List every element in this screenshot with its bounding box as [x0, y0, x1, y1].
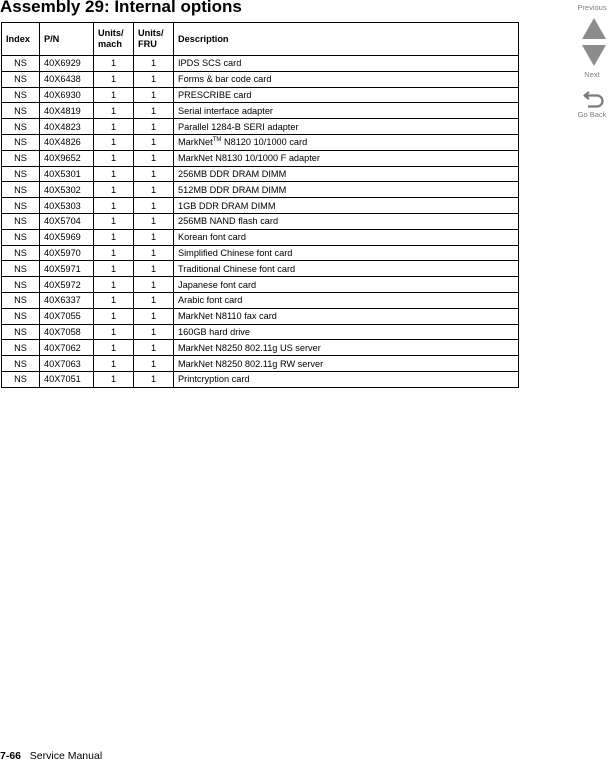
cell-description: 1GB DDR DRAM DIMM	[174, 198, 519, 214]
next-arrow-icon[interactable]	[582, 45, 606, 66]
table-row	[2, 213, 519, 229]
cell-pn: 40X5970	[40, 245, 94, 261]
table-row	[2, 340, 519, 356]
cell-description: MarkNet N8130 10/1000 F adapter	[174, 150, 519, 166]
cell-units-fru: 1	[134, 166, 174, 182]
table-row	[2, 308, 519, 324]
page-footer	[0, 750, 102, 762]
table-row	[2, 229, 519, 245]
cell-units-fru: 1	[134, 277, 174, 293]
cell-description: MarkNet N8250 802.11g RW server	[174, 356, 519, 372]
cell-pn: 40X9652	[40, 150, 94, 166]
cell-description: Printcryption card	[174, 371, 519, 387]
cell-units-mach: 1	[94, 166, 134, 182]
next-label: Next	[584, 70, 600, 79]
cell-units-mach: 1	[94, 229, 134, 245]
cell-description: Traditional Chinese font card	[174, 261, 519, 277]
cell-description: Forms & bar code card	[174, 71, 519, 87]
cell-pn: 40X6929	[40, 56, 94, 72]
cell-units-mach: 1	[94, 340, 134, 356]
cell-index: NS	[2, 56, 40, 72]
cell-pn: 40X7062	[40, 340, 94, 356]
cell-units-fru: 1	[134, 324, 174, 340]
table-row	[2, 198, 519, 214]
previous-label: Previous	[577, 3, 607, 12]
table-row	[2, 324, 519, 340]
table-row	[2, 356, 519, 372]
table-row	[2, 103, 519, 119]
cell-units-fru: 1	[134, 308, 174, 324]
page-title: Assembly 29: Internal options	[0, 0, 242, 16]
cell-description: MarkNet N8110 fax card	[174, 308, 519, 324]
cell-pn: 40X5971	[40, 261, 94, 277]
description-text: N8120 10/1000 card	[221, 137, 308, 148]
cell-description: Japanese font card	[174, 277, 519, 293]
cell-index: NS	[2, 324, 40, 340]
cell-index: NS	[2, 261, 40, 277]
cell-units-fru: 1	[134, 56, 174, 72]
cell-units-mach: 1	[94, 277, 134, 293]
cell-pn: 40X5301	[40, 166, 94, 182]
cell-units-mach: 1	[94, 198, 134, 214]
go-back-icon[interactable]	[583, 89, 606, 109]
cell-description: Korean font card	[174, 229, 519, 245]
cell-description: Parallel 1284-B SERI adapter	[174, 119, 519, 135]
cell-units-fru: 1	[134, 261, 174, 277]
cell-units-fru: 1	[134, 134, 174, 150]
previous-arrow-icon[interactable]	[582, 18, 606, 39]
cell-units-fru: 1	[134, 371, 174, 387]
cell-units-fru: 1	[134, 103, 174, 119]
table-row	[2, 277, 519, 293]
cell-pn: 40X4823	[40, 119, 94, 135]
cell-description: Simplified Chinese font card	[174, 245, 519, 261]
trademark-mark: TM	[212, 137, 222, 144]
parts-table	[1, 22, 519, 388]
cell-units-mach: 1	[94, 324, 134, 340]
cell-index: NS	[2, 134, 40, 150]
cell-pn: 40X6337	[40, 292, 94, 308]
cell-description: 512MB DDR DRAM DIMM	[174, 182, 519, 198]
cell-index: NS	[2, 340, 40, 356]
cell-description	[174, 134, 519, 150]
cell-units-mach: 1	[94, 103, 134, 119]
cell-index: NS	[2, 292, 40, 308]
cell-index: NS	[2, 229, 40, 245]
cell-units-fru: 1	[134, 213, 174, 229]
cell-units-mach: 1	[94, 56, 134, 72]
cell-units-mach: 1	[94, 213, 134, 229]
cell-description: PRESCRIBE card	[174, 87, 519, 103]
cell-index: NS	[2, 103, 40, 119]
cell-description: 256MB DDR DRAM DIMM	[174, 166, 519, 182]
cell-units-fru: 1	[134, 356, 174, 372]
cell-units-mach: 1	[94, 371, 134, 387]
cell-pn: 40X4826	[40, 134, 94, 150]
header-pn: P/N	[40, 23, 94, 56]
cell-units-mach: 1	[94, 150, 134, 166]
cell-units-mach: 1	[94, 261, 134, 277]
cell-units-fru: 1	[134, 87, 174, 103]
table-row	[2, 371, 519, 387]
cell-units-mach: 1	[94, 134, 134, 150]
cell-units-mach: 1	[94, 182, 134, 198]
cell-index: NS	[2, 356, 40, 372]
cell-units-fru: 1	[134, 292, 174, 308]
cell-index: NS	[2, 71, 40, 87]
table-row	[2, 56, 519, 72]
cell-pn: 40X7051	[40, 371, 94, 387]
page-number: 7-66	[0, 750, 22, 762]
header-units-fru: Units/ FRU	[134, 23, 174, 56]
cell-description: IPDS SCS card	[174, 56, 519, 72]
cell-units-mach: 1	[94, 71, 134, 87]
table-row	[2, 261, 519, 277]
cell-index: NS	[2, 198, 40, 214]
cell-index: NS	[2, 119, 40, 135]
cell-index: NS	[2, 182, 40, 198]
cell-index: NS	[2, 213, 40, 229]
cell-index: NS	[2, 308, 40, 324]
cell-pn: 40X7058	[40, 324, 94, 340]
cell-units-mach: 1	[94, 87, 134, 103]
cell-pn: 40X5972	[40, 277, 94, 293]
cell-units-fru: 1	[134, 150, 174, 166]
table-row	[2, 292, 519, 308]
cell-pn: 40X7063	[40, 356, 94, 372]
cell-description: 160GB hard drive	[174, 324, 519, 340]
table-row	[2, 87, 519, 103]
cell-description: Serial interface adapter	[174, 103, 519, 119]
cell-units-mach: 1	[94, 119, 134, 135]
cell-pn: 40X5302	[40, 182, 94, 198]
table-row	[2, 166, 519, 182]
cell-description: Arabic font card	[174, 292, 519, 308]
table-row	[2, 245, 519, 261]
previous-link[interactable]	[572, 3, 608, 12]
manual-name: Service Manual	[29, 750, 103, 762]
cell-index: NS	[2, 277, 40, 293]
table-row	[2, 150, 519, 166]
cell-units-fru: 1	[134, 340, 174, 356]
table-header-row	[2, 23, 519, 56]
cell-pn: 40X6438	[40, 71, 94, 87]
cell-units-fru: 1	[134, 229, 174, 245]
cell-pn: 40X5969	[40, 229, 94, 245]
cell-description: 256MB NAND flash card	[174, 213, 519, 229]
cell-index: NS	[2, 371, 40, 387]
cell-description: MarkNet N8250 802.11g US server	[174, 340, 519, 356]
cell-units-mach: 1	[94, 292, 134, 308]
table-row	[2, 134, 519, 150]
cell-pn: 40X6930	[40, 87, 94, 103]
cell-pn: 40X7055	[40, 308, 94, 324]
table-row	[2, 71, 519, 87]
cell-units-mach: 1	[94, 356, 134, 372]
header-index: Index	[2, 23, 40, 56]
table-row	[2, 182, 519, 198]
cell-units-mach: 1	[94, 245, 134, 261]
cell-units-fru: 1	[134, 71, 174, 87]
next-link[interactable]	[572, 70, 608, 79]
table-body	[2, 56, 519, 388]
cell-pn: 40X5704	[40, 213, 94, 229]
cell-index: NS	[2, 150, 40, 166]
cell-units-fru: 1	[134, 119, 174, 135]
cell-pn: 40X5303	[40, 198, 94, 214]
header-units-mach: Units/ mach	[94, 23, 134, 56]
go-back-link[interactable]	[572, 110, 608, 119]
cell-pn: 40X4819	[40, 103, 94, 119]
cell-index: NS	[2, 245, 40, 261]
cell-units-mach: 1	[94, 308, 134, 324]
cell-units-fru: 1	[134, 198, 174, 214]
cell-units-fru: 1	[134, 182, 174, 198]
go-back-label: Go Back	[577, 110, 607, 119]
table-row	[2, 119, 519, 135]
description-prefix: MarkNet	[178, 137, 213, 148]
cell-index: NS	[2, 87, 40, 103]
header-description: Description	[174, 23, 519, 56]
cell-index: NS	[2, 166, 40, 182]
cell-units-fru: 1	[134, 245, 174, 261]
